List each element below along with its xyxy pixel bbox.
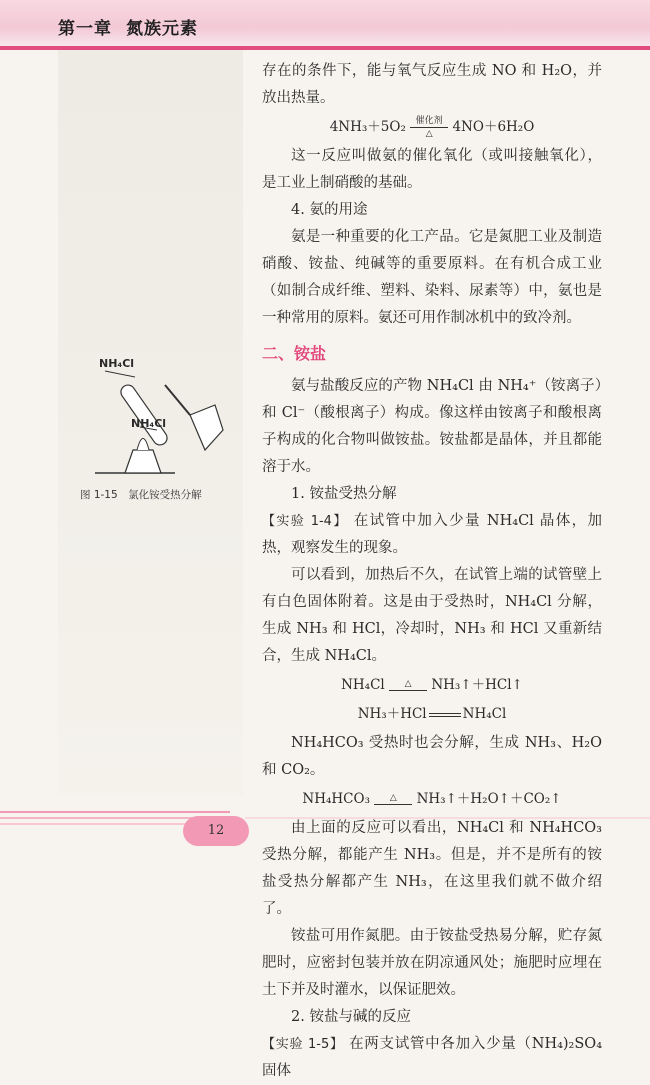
eq3-right: NH₄Cl [462, 706, 507, 722]
heating-tube-illustration [95, 355, 230, 475]
eq1-arrow [410, 116, 448, 139]
eq1-condition: 催化剂 [415, 116, 443, 126]
footer-decoration [0, 806, 650, 836]
eq1-heat: △ [425, 129, 433, 139]
eq3-equals [429, 713, 461, 717]
paragraph-7: 由上面的反应可以看出，NH₄Cl 和 NH₄HCO₃ 受热分解，都能产生 NH₃。但是，并不是所有的铵盐受热分解都产生 NH₃，在这里我们就不做介绍了。 [262, 820, 602, 917]
eq2-arrow [389, 679, 427, 692]
subheading-decomposition: 1. 铵盐受热分解 [291, 486, 397, 502]
eq4-condition: △ [389, 793, 397, 803]
experiment-figure [95, 355, 230, 475]
eq2-condition: △ [404, 679, 412, 689]
experiment-1-5 [262, 1031, 602, 1085]
figure-caption: 图 1-15 氯化铵受热分解 [80, 489, 202, 501]
main-text-column [262, 58, 602, 1085]
figure-label-mid: NH₄Cl [131, 417, 167, 430]
paragraph-5: 可以看到，加热后不久，在试管上端的试管壁上有白色固体附着。这是由于受热时，NH₄Cl 分解，生成 NH₃ 和 HCl，冷却时，NH₃ 和 HCl 又重新结合，生成 NH₄Cl。 [262, 567, 602, 664]
paragraph-8: 铵盐可用作氮肥。由于铵盐受热易分解，贮存氮肥时，应密封包装并放在阴凉通风处；施肥时应埋在土下并及时灌水，以保证肥效。 [262, 928, 602, 998]
equation-nh4cl-decomposition [262, 672, 602, 699]
equation-nh4cl-recombination [262, 701, 602, 728]
eq4-arrow [374, 793, 412, 806]
heading-uses: 4. 氨的用途 [291, 202, 368, 218]
eq3-left: NH₃＋HCl [357, 706, 427, 722]
eq1-right: 4NO＋6H₂O [452, 119, 535, 135]
page-number: 12 [183, 816, 249, 846]
experiment-1-4-text: 在试管中加入少量 NH₄Cl 晶体，加热，观察发生的现象。 [262, 513, 602, 556]
chapter-title [58, 14, 198, 39]
chapter-number: 第一章 [58, 19, 112, 39]
chapter-name: 氮族元素 [126, 19, 198, 39]
paragraph-2: 这一反应叫做氨的催化氧化（或叫接触氧化），是工业上制硝酸的基础。 [262, 148, 602, 191]
paragraph-3: 氨是一种重要的化工产品。它是氮肥工业及制造硝酸、铵盐、纯碱等的重要原料。在有机合成工业（如制合成纤维、塑料、染料、尿素等）中，氨也是一种常用的原料。氨还可用作制冰机中的致冷剂。 [262, 229, 602, 326]
experiment-1-5-text: 在两支试管中各加入少量（NH₄)₂SO₄ 固体 [262, 1036, 603, 1079]
eq1-left: 4NH₃＋5O₂ [329, 119, 406, 135]
eq2-left: NH₄Cl [341, 677, 385, 693]
experiment-1-5-label: 【实验 1-5】 [262, 1037, 344, 1052]
eq4-left: NH₄HCO₃ [302, 791, 370, 807]
eq4-right: NH₃↑＋H₂O↑＋CO₂↑ [416, 791, 562, 807]
paragraph-6: NH₄HCO₃ 受热时也会分解，生成 NH₃、H₂O 和 CO₂。 [262, 735, 602, 778]
paragraph-1: 存在的条件下，能与氧气反应生成 NO 和 H₂O，并放出热量。 [262, 63, 602, 106]
paragraph-4: 氨与盐酸反应的产物 NH₄Cl 由 NH₄⁺（铵离子）和 Cl⁻（酸根离子）构成。像这样由铵离子和酸根离子构成的化合物叫做铵盐。铵盐都是晶体，并且都能溶于水。 [262, 378, 602, 475]
section-heading-ammonium-salts: 二、铵盐 [262, 344, 327, 363]
eq2-right: NH₃↑＋HCl↑ [431, 677, 523, 693]
figure-label-top: NH₄Cl [99, 357, 135, 370]
subheading-base-reaction: 2. 铵盐与碱的反应 [291, 1009, 411, 1025]
equation-catalytic-oxidation [262, 114, 602, 141]
experiment-1-4-label: 【实验 1-4】 [262, 514, 348, 529]
experiment-1-4 [262, 508, 602, 562]
